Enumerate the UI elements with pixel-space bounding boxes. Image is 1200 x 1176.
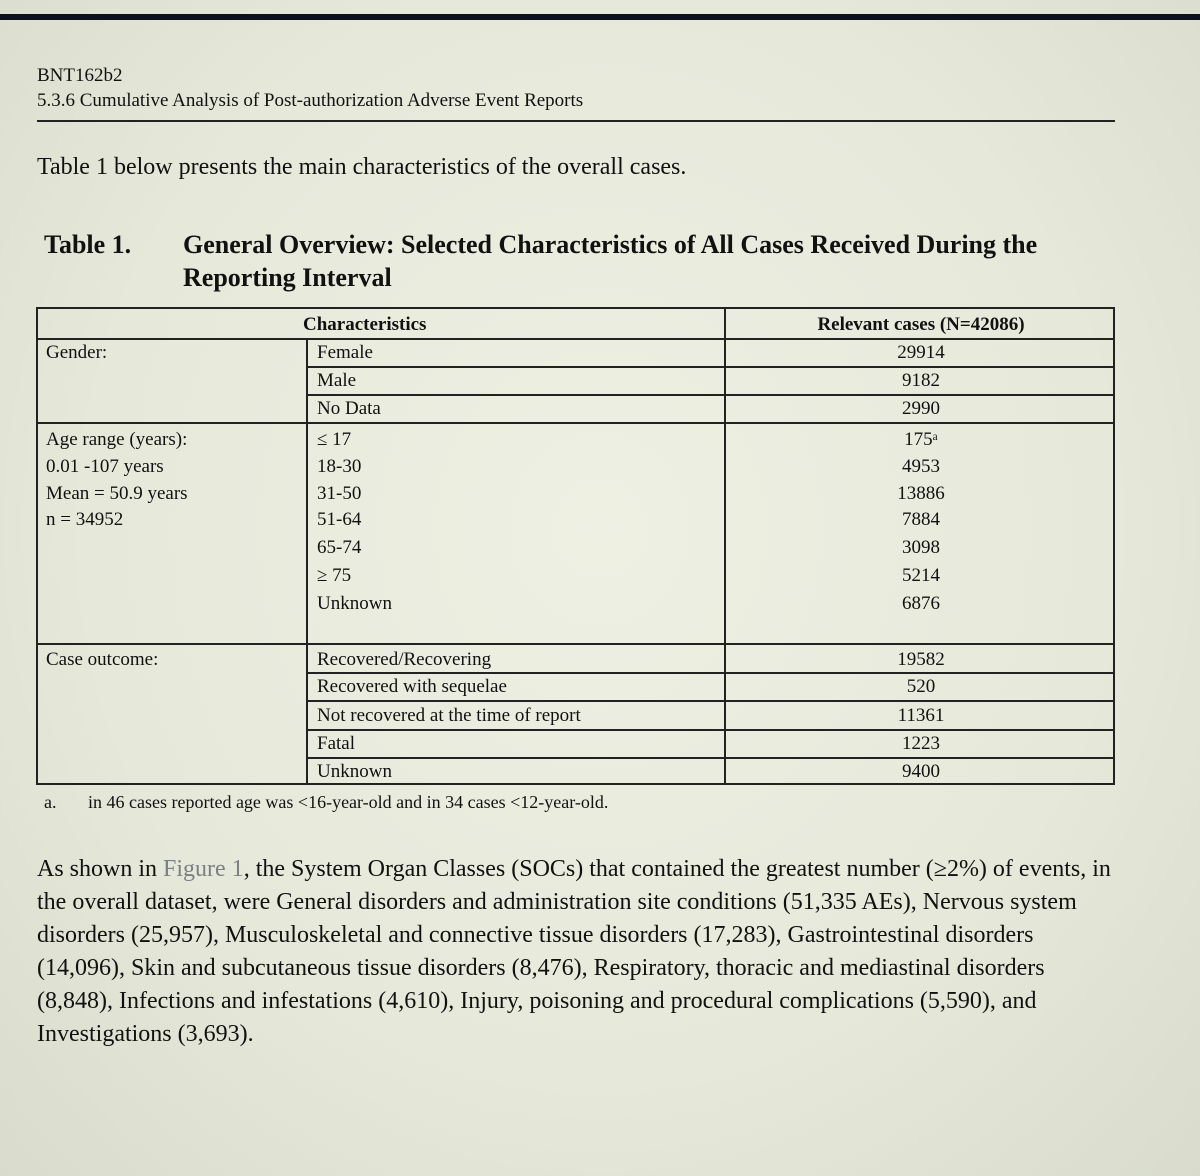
row-label: 18-30	[317, 456, 362, 477]
section-title: 5.3.6 Cumulative Analysis of Post-authorization Adverse Event Reports	[37, 90, 584, 111]
row-label: Not recovered at the time of report	[317, 705, 581, 726]
row-label: Unknown	[317, 593, 392, 614]
row-rule	[306, 394, 1113, 396]
group-label-gender: Gender:	[46, 342, 108, 363]
summary-paragraph	[37, 853, 1117, 1051]
row-value: 3098	[902, 537, 940, 558]
row-value: 2990	[902, 398, 940, 419]
paragraph-text-start: As shown in	[37, 856, 164, 882]
row-label: 51-64	[317, 509, 362, 530]
row-label: Female	[317, 342, 373, 363]
paragraph-text-end: , the System Organ Classes (SOCs) that contained the greatest number (≥2%) of events, in the overall dataset, were General disorders and administration site conditions (51,335 AEs), Nervous system disorders (25,957), Musculoskeletal and connective tissue disorders (17,283), Gastrointestinal disorders (14,096), Skin and subcutaneous tissue disorders (8,476), Respiratory, thoracic and mediastinal disorders (8,848), Infections and infestations (4,610), Injury, poisoning and procedural complications (5,590), and Investigations (3,693).	[37, 856, 1111, 1047]
row-rule	[306, 757, 1113, 759]
header-rule	[38, 338, 1113, 340]
row-rule	[306, 366, 1113, 368]
footnote-text: in 46 cases reported age was <16-year-old and in 34 cases <12-year-old.	[88, 792, 609, 812]
header-divider	[37, 120, 1115, 122]
table-caption-label: Table 1.	[44, 230, 132, 259]
table-col-divider-1	[306, 339, 308, 783]
footnote-marker: a.	[44, 792, 57, 812]
row-label: No Data	[317, 398, 381, 419]
row-value: 1223	[902, 733, 940, 754]
row-value: 175ᵃ	[904, 429, 938, 450]
group-label-age-n: n = 34952	[46, 509, 124, 530]
row-label: Recovered/Recovering	[317, 649, 492, 670]
row-label: ≥ 75	[317, 565, 352, 586]
row-label: 65-74	[317, 537, 362, 558]
row-value: 19582	[897, 649, 945, 670]
document-header	[37, 64, 1115, 114]
col-header-characteristics: Characteristics	[303, 314, 427, 335]
row-rule	[306, 672, 1113, 674]
row-label: Male	[317, 370, 357, 391]
row-label: ≤ 17	[317, 429, 352, 450]
row-label: 31-50	[317, 483, 362, 504]
row-value: 11361	[897, 705, 945, 726]
group-rule	[38, 643, 1113, 645]
table-caption-text: General Overview: Selected Characteristics of All Cases Received During the Reporting Interval	[183, 230, 1038, 292]
row-label: Recovered with sequelae	[317, 676, 507, 697]
row-value: 4953	[902, 456, 940, 477]
row-value: 29914	[897, 342, 945, 363]
group-label-age-mean: Mean = 50.9 years	[46, 483, 188, 504]
row-value: 6876	[902, 593, 940, 614]
col-header-cases: Relevant cases (N=42086)	[817, 314, 1025, 335]
intro-sentence: Table 1 below presents the main characteristics of the overall cases.	[37, 154, 687, 180]
row-value: 7884	[902, 509, 940, 530]
row-label: Unknown	[317, 761, 392, 782]
row-value: 13886	[897, 483, 945, 504]
row-label: Fatal	[317, 733, 355, 754]
figure-1-link[interactable]: Figure 1	[163, 856, 244, 882]
document-id: BNT162b2	[37, 65, 123, 86]
group-rule	[38, 422, 1113, 424]
row-value: 520	[906, 676, 936, 697]
top-border-rule	[0, 14, 1200, 20]
group-label-outcome: Case outcome:	[46, 649, 159, 670]
row-value: 5214	[902, 565, 940, 586]
row-value: 9182	[902, 370, 940, 391]
group-label-age: Age range (years):	[46, 429, 188, 450]
characteristics-table	[36, 307, 1115, 785]
row-rule	[306, 729, 1113, 731]
row-value: 9400	[902, 761, 940, 782]
group-label-age-range: 0.01 -107 years	[46, 456, 164, 477]
row-rule	[306, 700, 1113, 702]
